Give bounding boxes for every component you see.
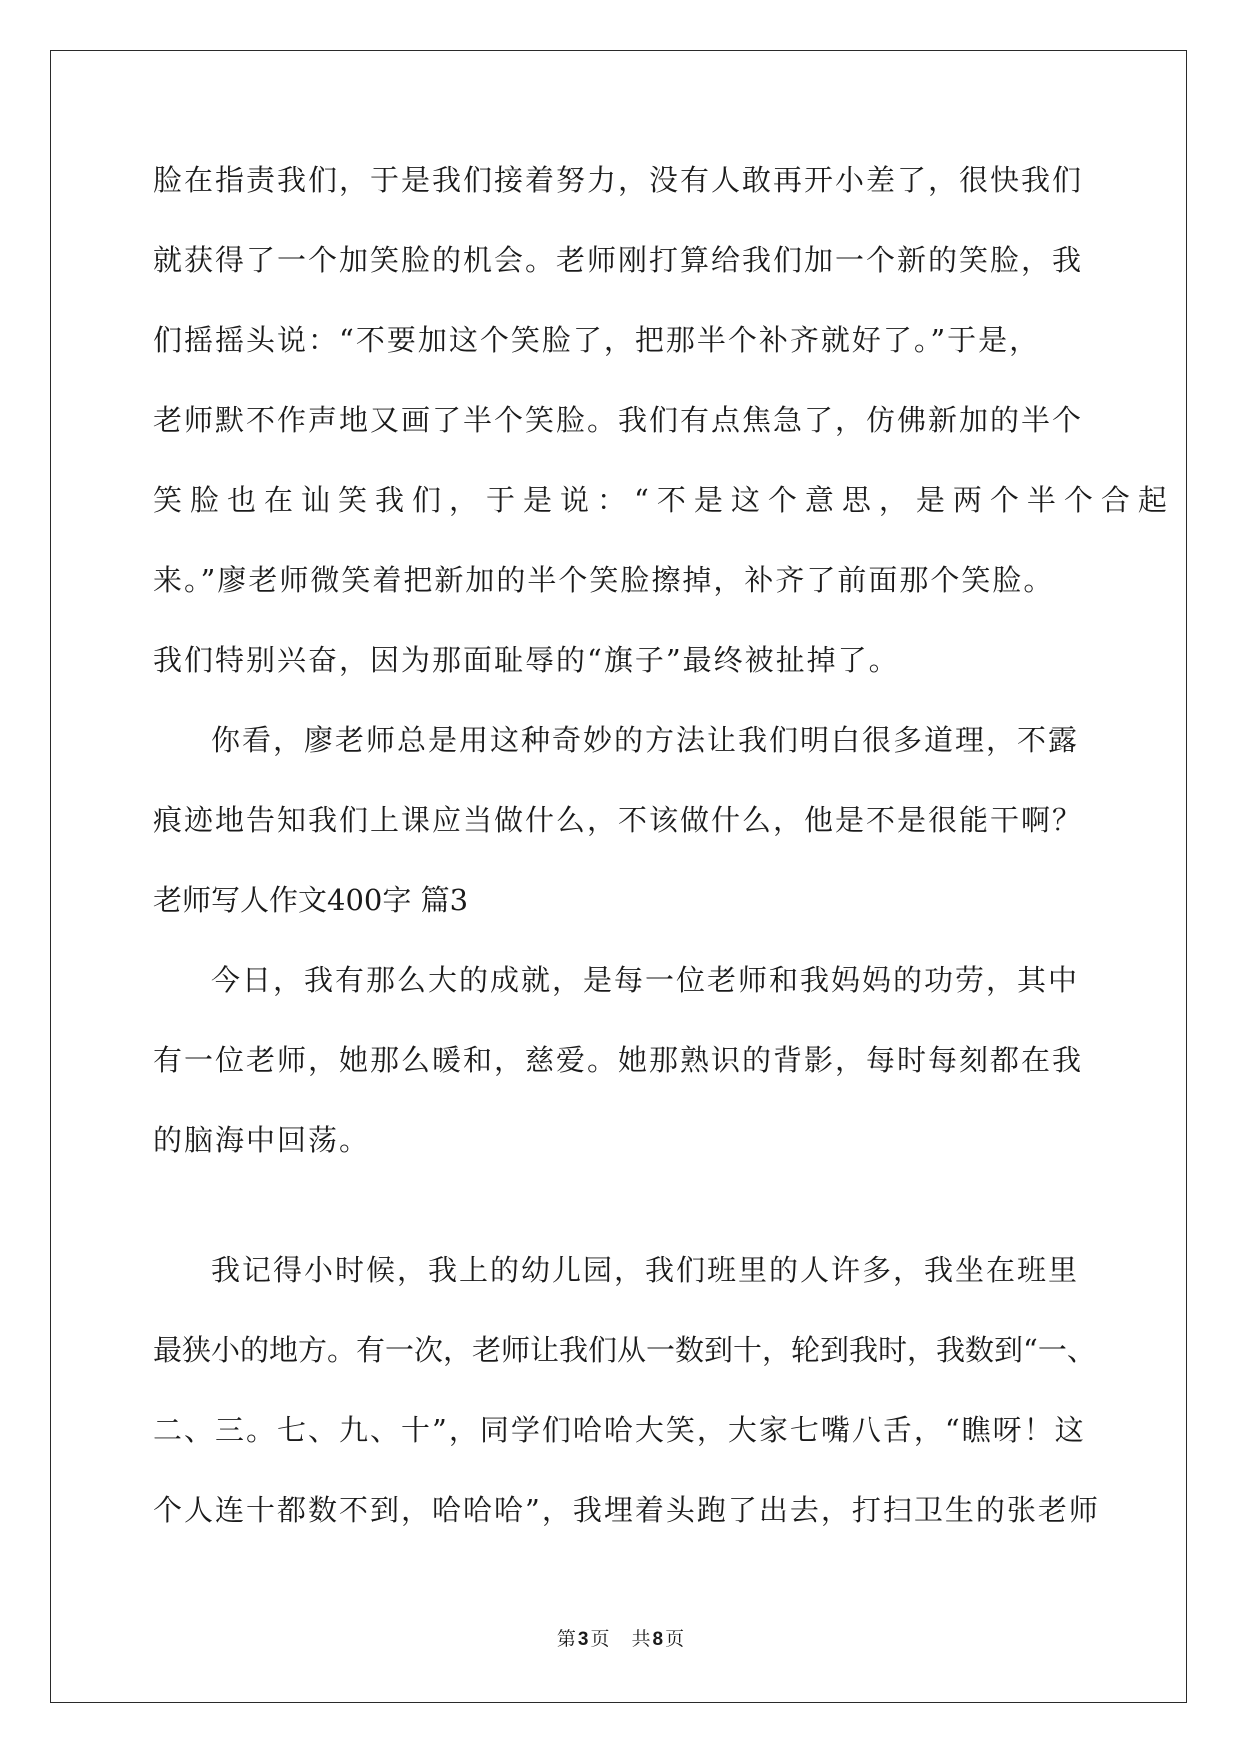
blank-line [153,1200,1088,1250]
current-page-number: 3 [577,1629,589,1650]
body-line: 老师默不作声地又画了半个笑脸。我们有点焦急了，仿佛新加的半个 [153,403,1084,437]
body-line: 就获得了一个加笑脸的机会。老师刚打算给我们加一个新的笑脸，我 [153,243,1084,277]
page-suffix: 页 [590,1628,610,1650]
body-line: 最狭小的地方。有一次，老师让我们从一数到十，轮到我时，我数到“一、 [153,1333,1096,1367]
document-body [153,160,1175,1570]
body-line: 笑脸也在讪笑我们，于是说：“不是这个意思，是两个半个合起 [153,483,1175,517]
total-page-count: 8 [652,1629,664,1650]
total-suffix: 页 [665,1628,685,1650]
body-line: 脸在指责我们，于是我们接着努力，没有人敢再开小差了，很快我们 [153,163,1084,197]
body-line: 个人连十都数不到，哈哈哈”，我埋着头跑了出去，打扫卫生的张老师 [153,1493,1100,1527]
body-line: 我们特别兴奋，因为那面耻辱的“旗子”最终被扯掉了。 [153,643,900,677]
body-line: 有一位老师，她那么暖和，慈爱。她那熟识的背影，每时每刻都在我 [153,1043,1084,1077]
total-prefix: 共 [631,1628,651,1650]
paragraph-first-line: 你看，廖老师总是用这种奇妙的方法让我们明白很多道理，不露 [211,723,1080,757]
body-line: 来。”廖老师微笑着把新加的半个笑脸擦掉，补齐了前面那个笑脸。 [153,563,1055,597]
body-line: 的脑海中回荡。 [153,1123,371,1157]
page-footer [0,1624,1241,1651]
section-heading: 老师写人作文400字 篇3 [153,883,469,917]
body-line: 们摇摇头说：“不要加这个笑脸了，把那半个补齐就好了。”于是， [153,323,1041,357]
paragraph-first-line: 今日，我有那么大的成就，是每一位老师和我妈妈的功劳，其中 [211,963,1080,997]
body-line: 二、三。七、九、十”，同学们哈哈大笑，大家七嘴八舌，“瞧呀！这 [153,1413,1086,1447]
page-prefix: 第 [556,1628,576,1650]
paragraph-first-line: 我记得小时候，我上的幼儿园，我们班里的人许多，我坐在班里 [211,1253,1080,1287]
body-line: 痕迹地告知我们上课应当做什么，不该做什么，他是不是很能干啊？ [153,803,1084,837]
